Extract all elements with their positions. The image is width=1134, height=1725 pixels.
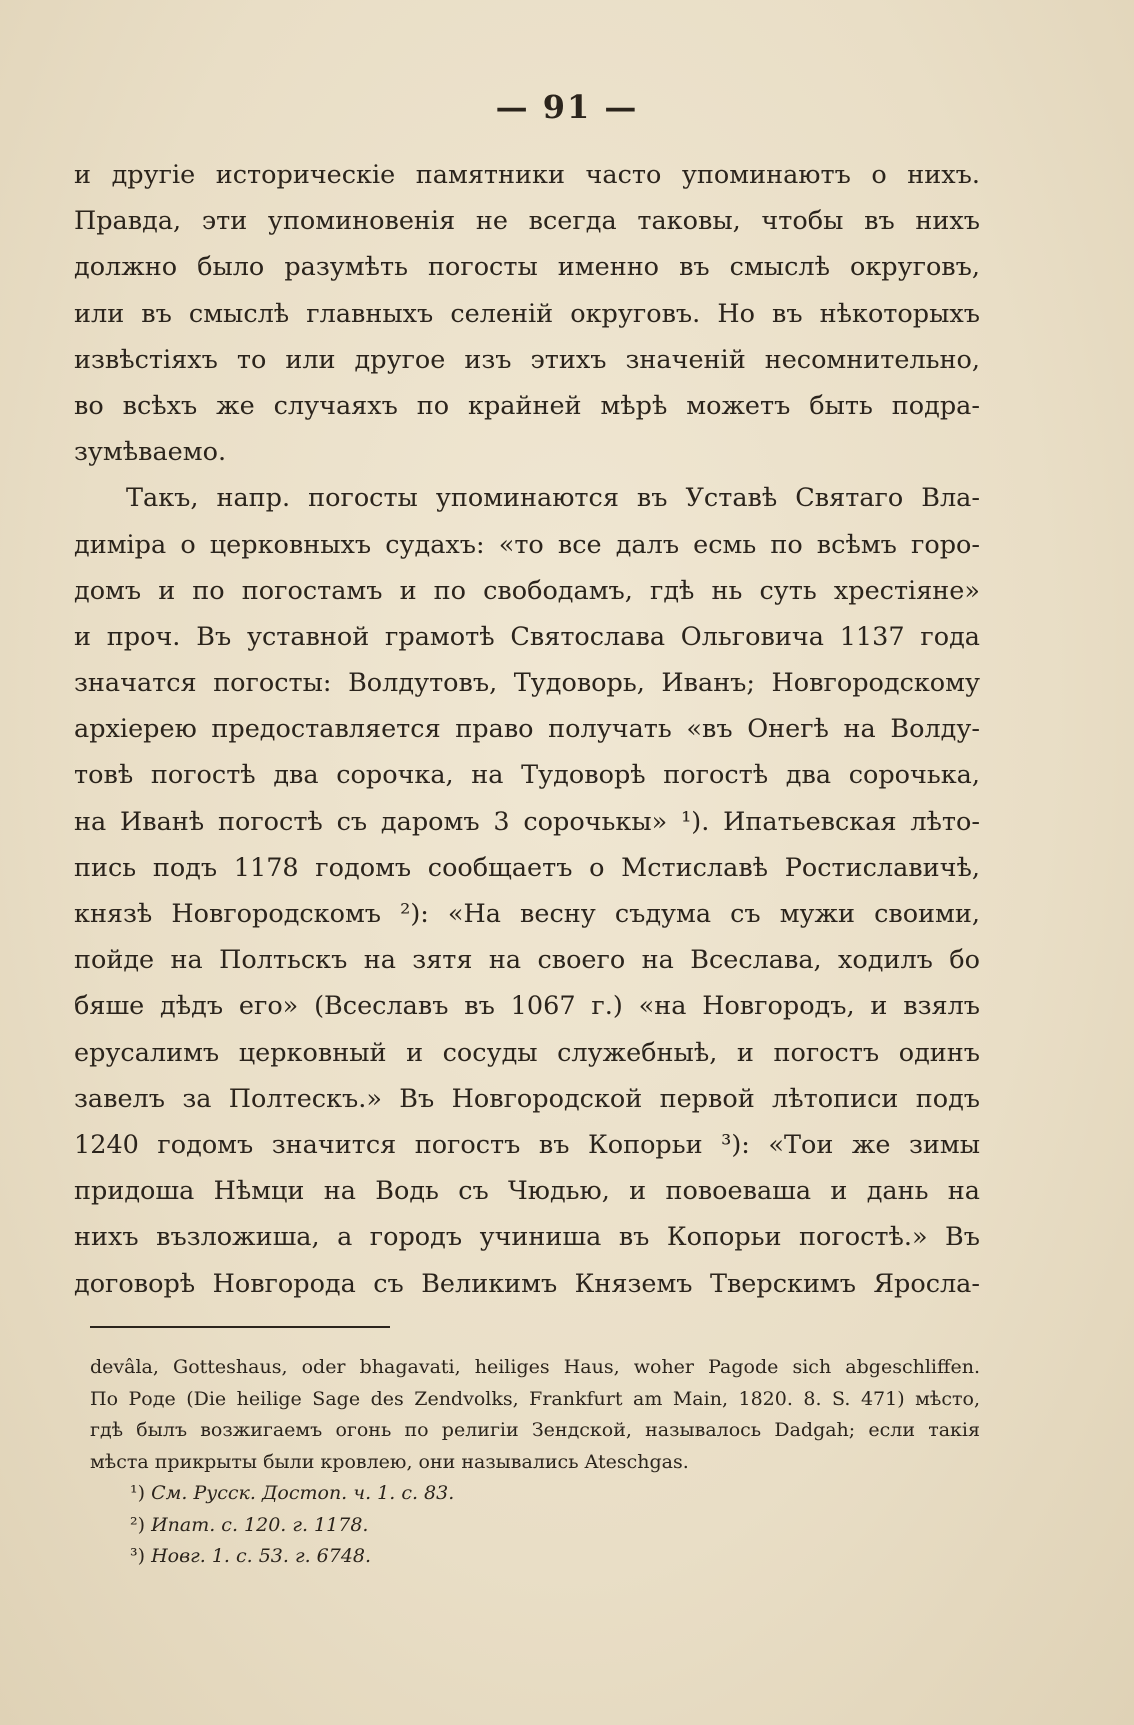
text-line: Правда, эти упоминовенія не всегда таковы, чтобы въ нихъ [74,206,980,237]
text-line: придоша Нѣмци на Водь съ Чюдью, и повоеваша и дань на [74,1176,980,1207]
text-line: и другіе историческіе памятники часто упоминаютъ о нихъ. [74,160,980,190]
footnote-citation: Ипат. с. 120. г. 1178. [151,1513,369,1536]
text-line: или въ смыслѣ главныхъ селеній округовъ. Но въ нѣкоторыхъ [74,298,980,329]
footnote-3 [90,1541,980,1573]
page-number: — 91 — [495,88,639,126]
text-line: договорѣ Новгорода съ Великимъ Княземъ Тверскимъ Яросла- [74,1268,980,1299]
text-line: ерусалимъ церковный и сосуды служебныѣ, и погостъ одинъ [74,1037,980,1068]
footnote-mark: ²) [130,1513,152,1536]
text-line: 1240 годомъ значится погостъ въ Копорьи ³): «Тои же зимы [74,1129,980,1160]
footnote-citation: Новг. 1. с. 53. г. 6748. [151,1545,372,1567]
footnote-citation: См. Русск. Достоп. ч. 1. с. 83. [151,1482,455,1504]
text-line: зумѣваемо. [74,437,227,468]
footnote-divider [90,1326,390,1328]
footnote-mark: ¹) [130,1482,152,1504]
text-line: домъ и по погостамъ и по свободамъ, гдѣ нь суть хрестіяне» [74,575,980,606]
main-text [74,152,980,1307]
text-line: и проч. Въ уставной грамотѣ Святослава Ольговича 1137 года [74,621,980,652]
text-line: Такъ, напр. погосты упоминаются въ Уставѣ Святаго Вла- [126,483,980,514]
text-line: диміра о церковныхъ судахъ: «то все далъ есмь по всѣмъ горо- [74,529,980,560]
text-line: товѣ погостѣ два сорочка, на Тудоворѣ погостѣ два сорочька, [74,760,980,791]
footnote-text-line: По Роде (Die heilige Sage des Zendvolks, Frankfurt am Main, 1820. 8. S. 471) мѣсто, [90,1387,980,1410]
text-line: извѣстіяхъ то или другое изъ этихъ значеній несомнительно, [74,344,980,375]
footnote-text-line: мѣста прикрыты были кровлею, они назывались Ateschgas. [90,1450,689,1473]
text-line: бяше дѣдъ его» (Всеславъ въ 1067 г.) «на Новгородъ, и взялъ [74,991,980,1022]
text-line: на Иванѣ погостѣ съ даромъ 3 сорочькы» ¹). Ипатьевская лѣто- [74,806,980,837]
footnote-2 [90,1510,980,1542]
footnote-mark: ³) [130,1545,152,1567]
text-line: князѣ Новгородскомъ ²): «На весну съдума съ мужи своими, [74,899,980,929]
text-line: должно было разумѣть погосты именно въ смыслѣ округовъ, [74,252,980,283]
footnote-1 [90,1478,980,1510]
footnote-text-line: гдѣ былъ возжигаемъ огонь по религіи Зендской, называлось Dadgah; если такія [90,1419,980,1441]
text-line: архіерею предоставляется право получать «въ Онегѣ на Волду- [74,714,980,745]
text-line: завелъ за Полтескъ.» Въ Новгородской первой лѣтописи подъ [74,1083,980,1114]
footnotes [90,1352,980,1573]
text-line: пойде на Полтьскъ на зятя на своего на Всеслава, ходилъ бо [74,945,980,976]
text-line: пись подъ 1178 годомъ сообщаетъ о Мстиславѣ Ростиславичѣ, [74,852,980,883]
footnote-text-line: devâla, Gotteshaus, oder bhagavati, heiliges Haus, woher Pagode sich abgeschliffen. [90,1356,980,1378]
text-line: нихъ възложиша, а городъ учиниша въ Копорьи погостѣ.» Въ [74,1222,980,1253]
text-line: значатся погосты: Волдутовъ, Тудоворь, Иванъ; Новгородскому [74,668,980,699]
text-line: во всѣхъ же случаяхъ по крайней мѣрѣ можетъ быть подра- [74,390,980,421]
